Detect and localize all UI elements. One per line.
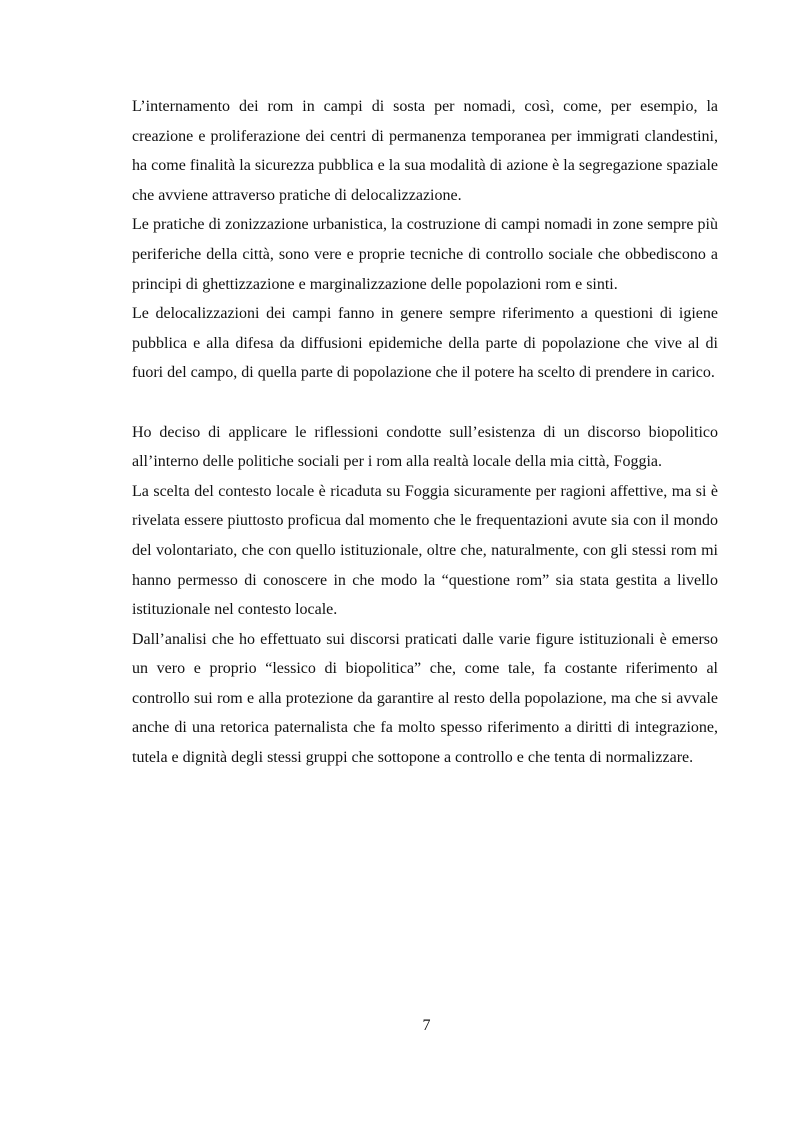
- paragraph-foggia-intro: Ho deciso di applicare le riflessioni condotte sull’esistenza di un discorso biopolitico all’interno delle politiche sociali per i rom alla realtà locale della mia città, Foggia.: [132, 423, 718, 471]
- page-number: 7: [422, 1017, 431, 1034]
- paragraph-delocalizzazioni: Le delocalizzazioni dei campi fanno in genere sempre riferimento a questioni di igiene pubblica e alla difesa da diffusioni epidemiche della parte di popolazione che vive al di fuori del campo, di quella parte di popolazione che il potere ha scelto di prendere in carico.: [132, 305, 718, 382]
- paragraph-analisi: Dall’analisi che ho effettuato sui discorsi praticati dalle varie figure istituzionali è emerso un vero e proprio “lessico di biopolitica” che, come tale, fa costante riferimento al controllo sui rom e alla protezione da garantire al resto della popolazione, ma che si avvale anche di una retorica paternalista che fa molto spesso riferimento a diritti di integrazione, tutela e dignità degli stessi gruppi che sottopone a controllo e che tenta di normalizzare.: [132, 630, 718, 767]
- paragraph-contesto-locale: La scelta del contesto locale è ricaduta su Foggia sicuramente per ragioni affettive, ma si è rivelata essere piuttosto proficua dal momento che le frequentazioni avute sia con il mondo del volontariato, che con quello istituzionale, oltre che, naturalmente, con gli stessi rom mi hanno permesso di conoscere in che modo la “questione rom” sia stata gestita a livello istituzionale nel contesto locale.: [132, 482, 718, 619]
- paragraph-internamento: L’internamento dei rom in campi di sosta per nomadi, così, come, per esempio, la creazione e proliferazione dei centri di permanenza temporanea per immigrati clandestini, ha come finalità la sicurezza pubblica e la sua modalità di azione è la segregazione spaziale che avviene attraverso pratiche di delocalizzazione.: [132, 98, 718, 204]
- paragraph-zonizzazione: Le pratiche di zonizzazione urbanistica, la costruzione di campi nomadi in zone sempre più periferiche della città, sono vere e proprie tecniche di controllo sociale che obbediscono a principi di ghettizzazione e marginalizzazione delle popolazioni rom e sinti.: [132, 216, 718, 293]
- paragraph-spacer: [132, 388, 718, 418]
- body-text: [132, 92, 718, 773]
